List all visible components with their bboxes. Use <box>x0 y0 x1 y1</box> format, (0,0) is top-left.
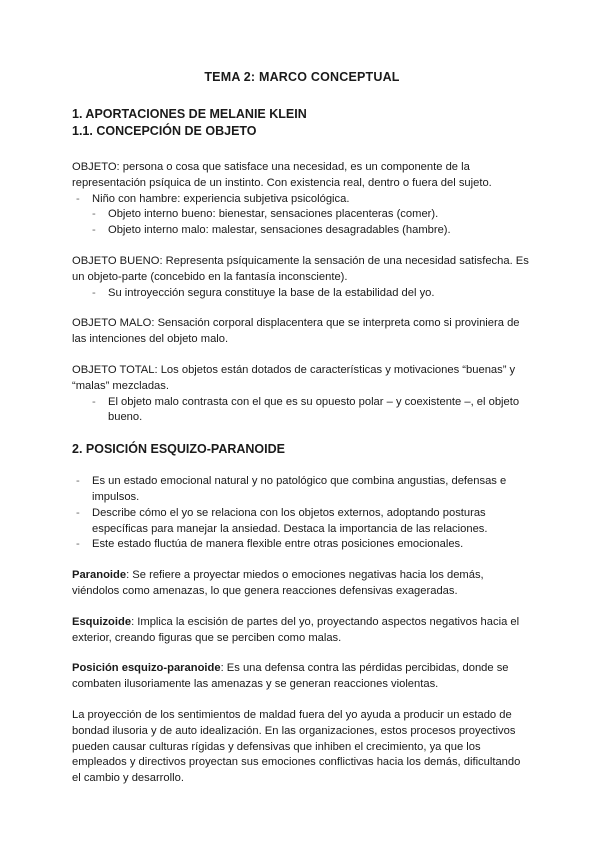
objeto-definition: OBJETO: persona o cosa que satisface una necesidad, es un componente de la representación psíquica de un instinto. Con existencia real, dentro o fuera del sujeto. <box>72 161 492 189</box>
list-item: - Describe cómo el yo se relaciona con los objetos externos, adoptando posturas específicas para manejar la ansiedad. Destaca la importancia de las relaciones. <box>72 506 532 538</box>
list-item: - Niño con hambre: experiencia subjetiva psicológica. <box>72 192 532 208</box>
posicion-list <box>72 474 532 553</box>
list-item: - Objeto interno malo: malestar, sensaciones desagradables (hambre). <box>72 223 532 239</box>
list-item: - Este estado fluctúa de manera flexible entre otras posiciones emocionales. <box>72 537 532 553</box>
section1-heading: 1. APORTACIONES DE MELANIE KLEIN <box>72 107 307 121</box>
paranoide-text: : Se refiere a proyectar miedos o emociones negativas hacia los demás, viéndolos como amenazas, lo que genera reacciones defensivas exageradas. <box>72 569 484 597</box>
objeto-bueno-definition: OBJETO BUENO: Representa psíquicamente la sensación de una necesidad satisfecha. Es un objeto-parte (concebido en la fantasía inconsciente). <box>72 254 529 283</box>
document-page <box>72 70 532 802</box>
posicion-text: : Es una defensa contra las pérdidas percibidas, donde se combaten ilusoriamente las amenazas y se generan reacciones violentas. <box>72 662 509 691</box>
list-item: - Es un estado emocional natural y no patológico que combina angustias, defensas e impulsos. <box>72 474 532 506</box>
closing-paragraph: La proyección de los sentimientos de maldad fuera del yo ayuda a producir un estado de bondad ilusoria y de auto idealización. En las organizaciones, estos procesos proyectivos pueden causar culturas rígidas y defensivas que inhiben el crecimiento, ya que los empleados y directivos proyectan sus emociones conflictivas hacia los demás, dificultando el cambio y desarrollo. <box>72 708 521 785</box>
section2-heading: 2. POSICIÓN ESQUIZO-PARANOIDE <box>72 442 285 457</box>
paranoide-label: Paranoide <box>72 569 127 582</box>
list-item: - Su introyección segura constituye la base de la estabilidad del yo. <box>72 286 532 302</box>
objeto-malo-definition: OBJETO MALO: Sensación corporal displacentera que se interpreta como si proviniera de las intenciones del objeto malo. <box>72 317 520 346</box>
esquizoide-label: Esquizoide <box>72 615 132 628</box>
esquizoide-paragraph <box>72 615 532 647</box>
posicion-paragraph <box>72 661 532 693</box>
objeto-total-definition: OBJETO TOTAL: Los objetos están dotados de características y motivaciones “buenas” y “malas” mezcladas. <box>72 363 516 392</box>
objeto-total-list <box>72 395 532 427</box>
list-item: - El objeto malo contrasta con el que es su opuesto polar – y coexistente –, el objeto bueno. <box>72 395 532 427</box>
objeto-list <box>72 192 532 208</box>
esquizoide-text: : Implica la escisión de partes del yo, proyectando aspectos negativos hacia el exterior, creando figuras que se perciben como malas. <box>72 615 520 644</box>
posicion-label: Posición esquizo-paranoide <box>72 662 221 675</box>
objeto-sublist <box>72 207 532 239</box>
list-item: - Objeto interno bueno: bienestar, sensaciones placenteras (comer). <box>72 207 532 223</box>
section1-subheading: 1.1. CONCEPCIÓN DE OBJETO <box>72 124 257 138</box>
paranoide-paragraph <box>72 568 532 600</box>
page-title: TEMA 2: MARCO CONCEPTUAL <box>204 70 400 84</box>
objeto-bueno-list <box>72 286 532 302</box>
